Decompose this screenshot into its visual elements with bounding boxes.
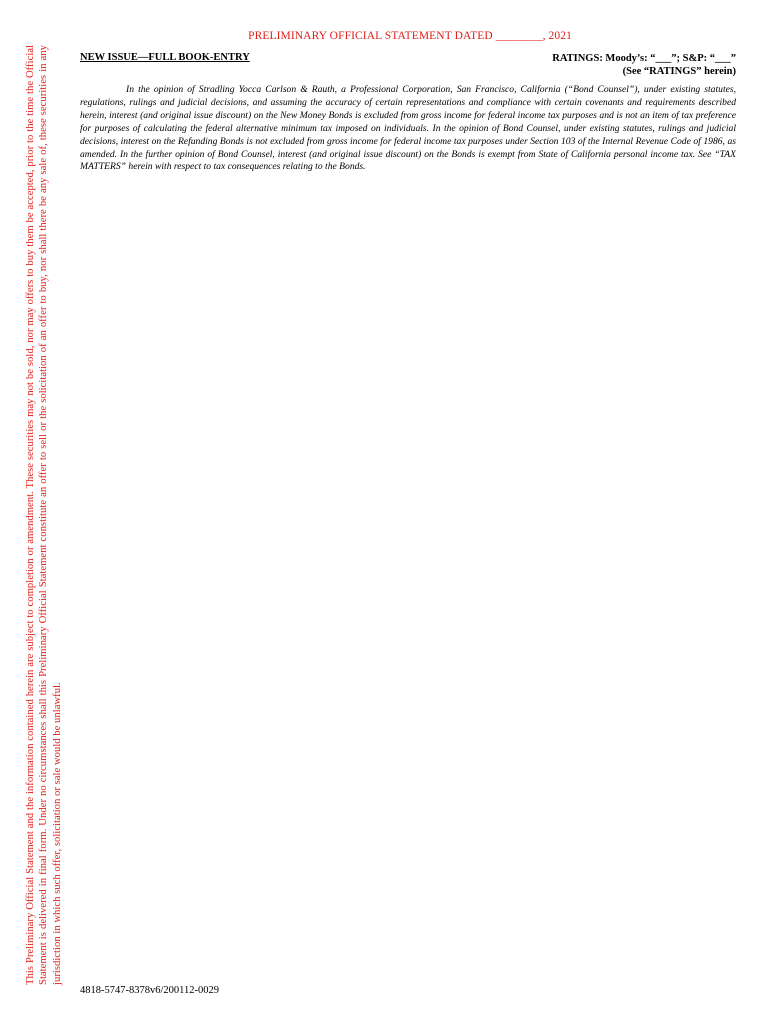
red-herring-legend: This Preliminary Official Statement and the information contained herein are subject to completion or amendment. These securities may not be sold, nor may offers to buy them be accepted, prior to the time the Official Statement is delivered in final form. Under no circumstances shall this Preliminary Official Statement constitute an offer to sell or the solicitation of an offer to buy, nor shall there be any sale of, these securities in any jurisdiction in which such offer, solicitation or sale would be unlawful. xyxy=(24,45,63,985)
ratings-reference: (See “RATINGS” herein) xyxy=(622,66,736,77)
bond-counsel-opinion: In the opinion of Stradling Yocca Carlson & Rauth, a Professional Corporation, San Francisco, California (“Bond Counsel”), under existing statutes, regulations, rulings and judicial decisions, and assuming the accuracy of certain representations and compliance with certain covenants and requirements described herein, interest (and original issue discount) on the New Money Bonds is excluded from gross income for federal income tax purposes and is not an item of tax preference for purposes of calculating the federal alternative minimum tax imposed on individuals. In the opinion of Bond Counsel, under existing statutes, rulings and judicial decisions, interest on the Refunding Bonds is not excluded from gross income for federal income tax purposes under Section 103 of the Internal Revenue Code of 1986, as amended. In the further opinion of Bond Counsel, interest (and original issue discount) on the Bonds is exempt from State of California personal income tax. See “TAX MATTERS” herein with respect to tax consequences relating to the Bonds. xyxy=(80,84,736,173)
issue-type-label: NEW ISSUE—FULL BOOK-ENTRY xyxy=(80,52,250,63)
ratings-block xyxy=(552,52,736,78)
document-id: 4818-5747-8378v6/200112-0029 xyxy=(80,985,220,996)
ratings-line: RATINGS: Moody’s: “___”; S&P: “___” xyxy=(552,53,736,64)
preliminary-statement-header: PRELIMINARY OFFICIAL STATEMENT DATED ________, 2021 xyxy=(248,30,572,42)
